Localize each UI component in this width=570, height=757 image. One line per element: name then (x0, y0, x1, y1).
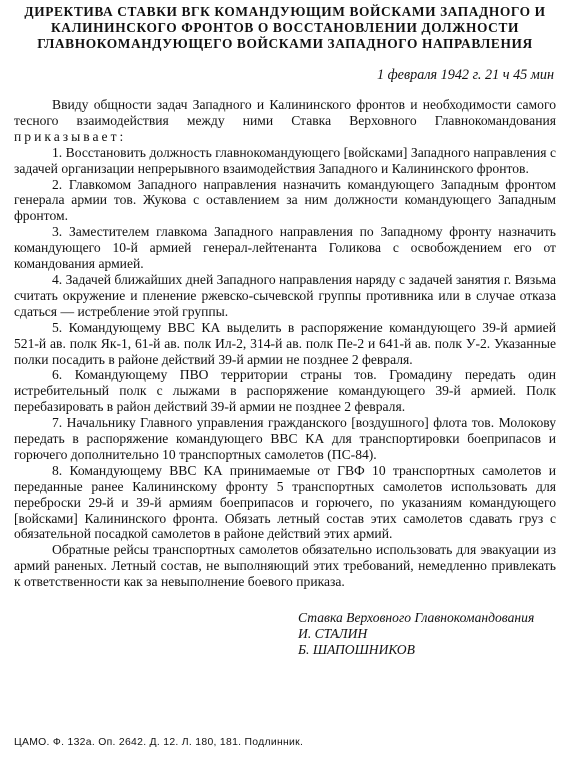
title-line-2: КАЛИНИНСКОГО ФРОНТОВ О ВОССТАНОВЛЕНИИ ДОЛЖНОСТИ (50, 20, 519, 35)
paragraph-8: 8. Командующему ВВС КА принимаемые от ГВФ 10 транспортных самолетов и переданные ранее Калининскому фронту 5 транспортных самолетов использовать для переброски 29-й и 39-й армиям боеприпасов и горючего, по указаниям командующего [войсками] Калининского фронта. Обязать летный состав этих самолетов сдавать груз с обязательной посадкой самолетов в районе действий этих армий. (14, 462, 556, 542)
paragraph-3: 3. Заместителем главкома Западного направления по Западному фронту назначить командующего 10-й армией генерал-лейтенанта Голикова с освобождением его от командования армией. (14, 224, 556, 272)
intro-command: приказывает: (14, 128, 127, 144)
closing-paragraph: Обратные рейсы транспортных самолетов обязательно использовать для эвакуации из армий раненых. Летный состав, не выполняющий этих требований, немедленно привлекать к ответственности как за невыполнение боевого приказа. (14, 542, 556, 590)
title-line-1: ДИРЕКТИВА СТАВКИ ВГК КОМАНДУЮЩИМ ВОЙСКАМИ ЗАПАДНОГО И (24, 4, 546, 19)
document-body (14, 97, 556, 590)
paragraph-5: 5. Командующему ВВС КА выделить в распоряжение командующего 39-й армией 521-й ав. полк Як-1, 61-й ав. полк Ил-2, 314-й ав. полк Пе-2 и 641-й ав. полк У-2. Указанные полки посадить в районе действий 39-й армии не позднее 2 февраля. (14, 319, 556, 367)
intro-text: Ввиду общности задач Западного и Калининского фронтов и необходимости самого тесного взаимодействия между ними Ставка Верховного Главнокомандования (14, 97, 556, 128)
intro-paragraph (14, 97, 556, 145)
signature-stalin: И. СТАЛИН (298, 626, 368, 642)
document-title (14, 4, 556, 52)
paragraph-4: 4. Задачей ближайших дней Западного направления наряду с задачей занятия г. Вязьма считать окружение и пленение ржевско-сычевской группы противника или в случае отказа сдаться — истребление этой группы. (14, 271, 556, 319)
archive-source: ЦАМО. Ф. 132а. Оп. 2642. Д. 12. Л. 180, 181. Подлинник. (14, 737, 304, 748)
signature-block (298, 610, 556, 658)
title-line-3: ГЛАВНОКОМАНДУЮЩЕГО ВОЙСКАМИ ЗАПАДНОГО НАПРАВЛЕНИЯ (37, 36, 533, 51)
signature-shaposhnikov: Б. ШАПОШНИКОВ (298, 642, 415, 658)
paragraph-7: 7. Начальнику Главного управления гражданского [воздушного] флота тов. Молокову передать в распоряжение командующего ВВС КА для транспортировки боеприпасов и горючего дополнительно 10 транспортных самолетов (ПС-84). (14, 415, 556, 462)
document-dateline: 1 февраля 1942 г. 21 ч 45 мин (376, 67, 554, 83)
paragraph-2: 2. Главкомом Западного направления назначить командующего Западным фронтом генерала армии тов. Жукова с оставлением за ним должности командующего Западным фронтом. (14, 176, 556, 224)
paragraph-1: 1. Восстановить должность главнокомандующего [войсками] Западного направления с задачей организации непрерывного взаимодействия Западного и Калининского фронтов. (14, 144, 556, 176)
signature-authority: Ставка Верховного Главнокомандования (298, 610, 535, 626)
paragraph-6: 6. Командующему ПВО территории страны тов. Громадину передать один истребительный полк с лыжами в распоряжение командующего 39-й армией. Полк перебазировать в район действий 39-й армии не позднее 2 февраля. (14, 367, 556, 415)
